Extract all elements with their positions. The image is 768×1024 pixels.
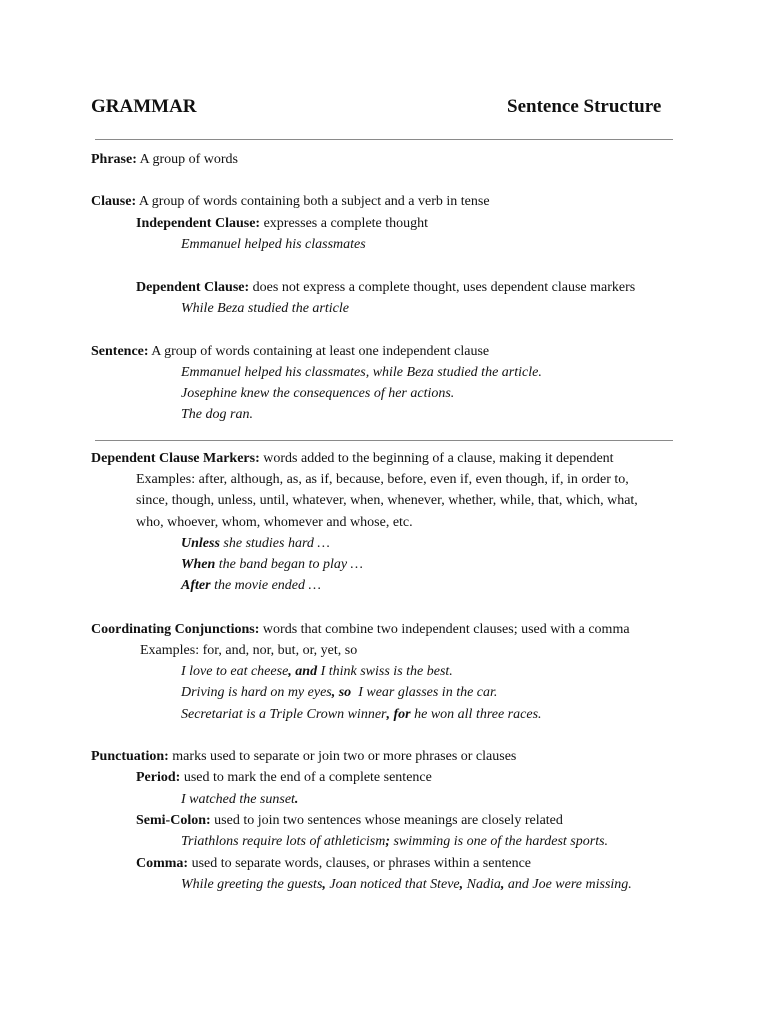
conjunction-sample-clause: Driving is hard on my eyes	[181, 685, 332, 700]
period-definition	[136, 769, 432, 787]
marker-sample-text: the band began to play …	[215, 557, 363, 572]
sentence-example: Emmanuel helped his classmates, while Beza studied the article.	[181, 365, 542, 380]
comma-term: Comma:	[136, 856, 189, 871]
dependent-clause-term: Dependent Clause:	[136, 280, 250, 295]
punctuation-term: Punctuation:	[91, 749, 169, 764]
dependent-clause-definition	[136, 279, 635, 297]
period-example-text: I watched the sunset	[181, 792, 295, 807]
sentence-text: A group of words containing at least one independent clause	[148, 344, 490, 359]
dependent-clause-example: While Beza studied the article	[181, 301, 349, 316]
period-text: used to mark the end of a complete sentence	[180, 770, 432, 785]
clause-term: Clause:	[91, 194, 137, 209]
independent-clause-text: expresses a complete thought	[260, 216, 429, 231]
document-title: GRAMMAR	[91, 96, 197, 117]
comma-example-text: Joan noticed that Steve	[325, 877, 460, 892]
conjunction-word: , for	[386, 707, 411, 722]
marker-word: Unless	[181, 536, 220, 551]
sentence-example: Josephine knew the consequences of her actions.	[181, 386, 455, 401]
sentence-term: Sentence:	[91, 344, 149, 359]
semicolon-example	[181, 833, 608, 851]
independent-clause-example: Emmanuel helped his classmates	[181, 237, 366, 252]
sentence-example: The dog ran.	[181, 407, 253, 422]
period-term: Period:	[136, 770, 181, 785]
conjunction-word: , so	[331, 685, 352, 700]
conjunctions-text: words that combine two independent clauses; used with a comma	[259, 622, 630, 637]
markers-term: Dependent Clause Markers:	[91, 451, 260, 466]
dependent-clause-text: does not express a complete thought, uses dependent clause markers	[249, 280, 636, 295]
marker-sample-text: she studies hard …	[219, 536, 330, 551]
semicolon-example-text: Triathlons require lots of athleticism	[181, 834, 386, 849]
comma-text: used to separate words, clauses, or phrases within a sentence	[188, 856, 531, 871]
comma-example	[181, 876, 632, 894]
conjunctions-definition	[91, 621, 630, 639]
conjunction-sample-clause: I think swiss is the best.	[317, 664, 453, 679]
conjunction-sample-clause: Secretariat is a Triple Crown winner	[181, 707, 387, 722]
conjunction-sample-clause: he won all three races.	[410, 707, 542, 722]
marker-word: When	[181, 557, 216, 572]
conjunction-sample	[181, 706, 542, 724]
marker-sample	[181, 577, 321, 595]
markers-examples-line: Examples: after, although, as, as if, because, before, even if, even though, if, in order to,	[136, 472, 629, 487]
semicolon-example-text: swimming is one of the hardest sports.	[389, 834, 609, 849]
phrase-term: Phrase:	[91, 152, 137, 167]
conjunction-sample-clause: I love to eat cheese	[181, 664, 289, 679]
semicolon-text: used to join two sentences whose meanings are closely related	[210, 813, 563, 828]
comma-mark: ,	[322, 877, 326, 892]
phrase-text: A group of words	[136, 152, 239, 167]
markers-definition	[91, 450, 614, 468]
comma-mark: ,	[459, 877, 464, 892]
sentence-definition	[91, 343, 489, 361]
conjunctions-term: Coordinating Conjunctions:	[91, 622, 260, 637]
comma-definition	[136, 855, 531, 873]
conjunction-sample-clause: I wear glasses in the car.	[351, 685, 498, 700]
independent-clause-definition	[136, 215, 428, 233]
comma-example-text: and Joe were missing.	[504, 877, 632, 892]
divider-middle	[95, 440, 673, 441]
conjunction-word: , and	[288, 664, 318, 679]
markers-examples-line: who, whoever, whom, whomever and whose, etc.	[136, 515, 413, 530]
comma-mark: ,	[500, 877, 505, 892]
marker-sample-text: the movie ended …	[210, 578, 321, 593]
semicolon-mark: ;	[385, 834, 390, 849]
conjunctions-examples-line: Examples: for, and, nor, but, or, yet, so	[140, 643, 358, 658]
conjunction-sample	[181, 684, 497, 702]
semicolon-definition	[136, 812, 563, 830]
marker-word: After	[181, 578, 211, 593]
divider-top	[95, 139, 673, 140]
conjunction-sample	[181, 663, 453, 681]
independent-clause-term: Independent Clause:	[136, 216, 261, 231]
comma-example-text: Nadia	[463, 877, 501, 892]
period-example	[181, 791, 298, 809]
semicolon-term: Semi-Colon:	[136, 813, 211, 828]
period-mark: .	[294, 792, 299, 807]
marker-sample	[181, 556, 363, 574]
document-subtitle: Sentence Structure	[507, 96, 662, 117]
marker-sample	[181, 535, 330, 553]
phrase-definition	[91, 151, 238, 169]
punctuation-text: marks used to separate or join two or more phrases or clauses	[168, 749, 517, 764]
markers-text: words added to the beginning of a clause, making it dependent	[259, 451, 614, 466]
clause-definition	[91, 193, 490, 211]
markers-examples-line: since, though, unless, until, whatever, when, whenever, whether, while, that, which, what,	[136, 493, 638, 508]
comma-example-text: While greeting the guests	[181, 877, 323, 892]
clause-text: A group of words containing both a subject and a verb in tense	[136, 194, 490, 209]
punctuation-definition	[91, 748, 516, 766]
